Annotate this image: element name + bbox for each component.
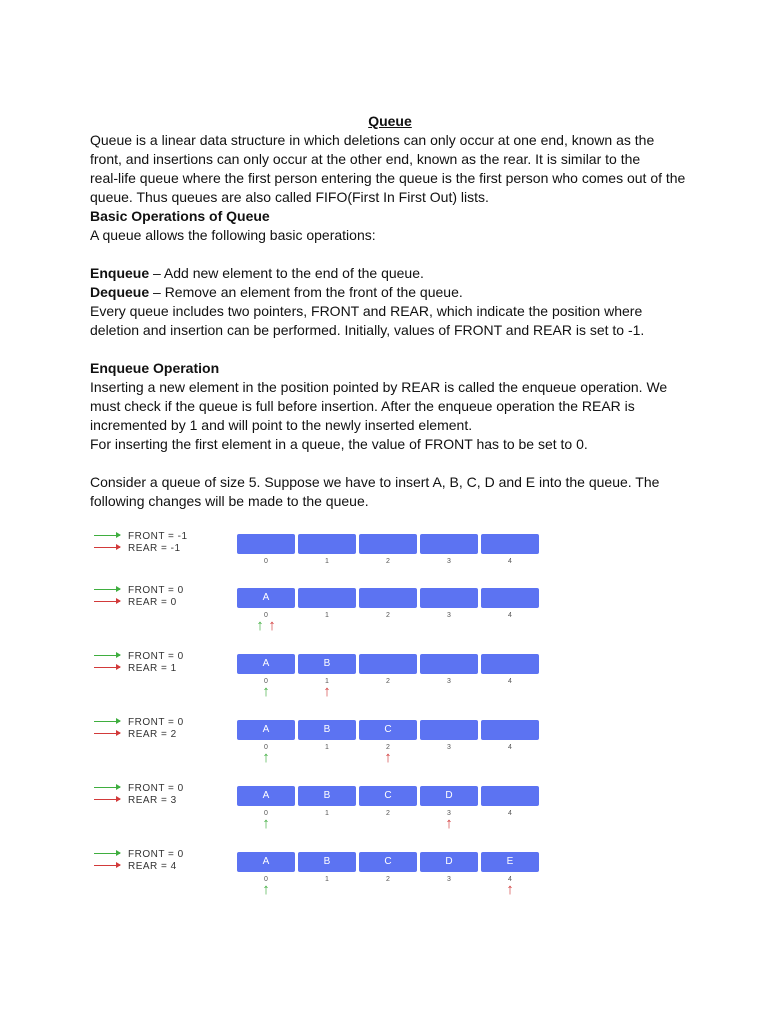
rear-value: REAR = 2 [128,729,177,740]
cell-index: 0 [264,744,268,751]
front-label [94,717,184,728]
queue-cell: C [359,720,417,740]
cell-index: 3 [447,744,451,751]
basic-ops-heading: Basic Operations of Queue [90,208,270,224]
cell-index: 0 [264,810,268,817]
rear-label [94,861,177,872]
cell-index: 3 [447,612,451,619]
queue-cell [359,654,417,674]
queue-cell [298,534,356,554]
red-arrow-icon [94,733,120,734]
consider-line-2: following changes will be made to the queue. [90,493,369,509]
queue-array [237,720,540,766]
queue-step [94,651,544,701]
cell-index: 0 [264,558,268,565]
cell-index: 1 [325,744,329,751]
queue-step [94,717,544,767]
dequeue-definition [90,283,690,302]
rear-value: REAR = 3 [128,795,177,806]
red-arrow-icon [94,667,120,668]
cell-index: 4 [508,678,512,685]
queue-step [94,849,544,899]
queue-array [237,534,540,565]
cell-index: 1 [325,810,329,817]
queue-cell: B [298,786,356,806]
consider-line-1: Consider a queue of size 5. Suppose we have to insert A, B, C, D and E into the queue. The [90,474,660,490]
cell-index: 2 [386,678,390,685]
front-value: FRONT = 0 [128,849,184,860]
cell-index: 4 [508,876,512,883]
queue-diagram [94,525,544,898]
front-label [94,531,188,542]
rear-value: REAR = 0 [128,597,177,608]
cell-index: 0 [264,678,268,685]
page-title: Queue [368,113,412,129]
dequeue-desc: – Remove an element from the front of the queue. [149,284,463,300]
front-label [94,651,184,662]
cell-index: 2 [386,876,390,883]
rear-label [94,663,177,674]
queue-cell [420,654,478,674]
cell-index: 2 [386,810,390,817]
queue-array [237,852,540,898]
rear-pointer-arrow-icon: ↑ [445,815,453,832]
rear-pointer-arrow-icon: ↑ [384,749,392,766]
queue-cell: B [298,654,356,674]
enqueue-desc: – Add new element to the end of the queue. [149,265,424,281]
queue-cell [420,534,478,554]
cell-index: 1 [325,678,329,685]
queue-step [94,585,544,635]
cell-index: 4 [508,744,512,751]
spacer [90,245,690,264]
pointers-line-1: Every queue includes two pointers, FRONT and REAR, which indicate the position where [90,303,643,319]
cell-index: 1 [325,558,329,565]
rear-value: REAR = 4 [128,861,177,872]
dequeue-term: Dequeue [90,284,150,300]
cell-index: 2 [386,612,390,619]
rear-value: REAR = 1 [128,663,177,674]
cell-index: 0 [264,876,268,883]
red-arrow-icon [94,799,120,800]
rear-label [94,543,181,554]
green-arrow-icon [94,787,120,788]
front-label [94,585,184,596]
enqueue-op-line-2: must check if the queue is full before insertion. After the enqueue operation the REAR is [90,398,635,414]
queue-cell [481,654,539,674]
front-pointer-arrow-icon: ↑ [262,881,270,898]
queue-cell: A [237,720,295,740]
basic-ops-intro: A queue allows the following basic operations: [90,227,376,243]
front-label [94,849,184,860]
queue-cell: D [420,852,478,872]
cell-index: 1 [325,612,329,619]
enqueue-op-line-3: incremented by 1 and will point to the newly inserted element. [90,417,473,433]
front-pointer-arrow-icon: ↑ [262,815,270,832]
queue-cell [481,786,539,806]
cell-index: 3 [447,678,451,685]
cell-index: 4 [508,810,512,817]
cell-index: 0 [264,612,268,619]
queue-cell [359,534,417,554]
queue-cell: A [237,786,295,806]
queue-cell [481,588,539,608]
cell-index: 3 [447,876,451,883]
spacer [90,454,690,473]
pointers-line-2: deletion and insertion can be performed. Initially, values of FRONT and REAR is set to -1. [90,322,645,338]
front-pointer-arrow-icon: ↑ [262,749,270,766]
enqueue-definition [90,264,690,283]
queue-cell [481,720,539,740]
rear-pointer-arrow-icon: ↑ [323,683,331,700]
cell-index: 4 [508,612,512,619]
front-pointer-arrow-icon: ↑ [262,683,270,700]
rear-label [94,729,177,740]
front-label [94,783,184,794]
cell-index: 3 [447,558,451,565]
front-value: FRONT = 0 [128,585,184,596]
queue-cell [481,534,539,554]
green-arrow-icon [94,853,120,854]
front-pointer-arrow-icon: ↑ [256,617,264,634]
green-arrow-icon [94,721,120,722]
queue-array [237,786,540,832]
enqueue-op-heading: Enqueue Operation [90,360,220,376]
red-arrow-icon [94,601,120,602]
queue-cell: A [237,654,295,674]
green-arrow-icon [94,655,120,656]
queue-cell: B [298,852,356,872]
queue-cell: E [481,852,539,872]
intro-line-3: real-life queue where the first person entering the queue is the first person who comes out of the [90,170,686,186]
front-value: FRONT = -1 [128,531,188,542]
cell-index: 1 [325,876,329,883]
queue-cell: B [298,720,356,740]
enqueue-term: Enqueue [90,265,150,281]
spacer [90,340,690,359]
queue-cell: D [420,786,478,806]
queue-array [237,588,540,634]
rear-value: REAR = -1 [128,543,181,554]
enqueue-op-line-1: Inserting a new element in the position pointed by REAR is called the enqueue operation. We [90,379,668,395]
cell-index: 4 [508,558,512,565]
rear-pointer-arrow-icon: ↑ [506,881,514,898]
red-arrow-icon [94,547,120,548]
queue-cell: A [237,852,295,872]
queue-cell: C [359,786,417,806]
rear-label [94,597,177,608]
queue-array [237,654,540,700]
document-body [90,112,690,511]
queue-cell [359,588,417,608]
intro-line-2: front, and insertions can only occur at the other end, known as the rear. It is similar to the [90,151,641,167]
queue-cell [420,588,478,608]
rear-label [94,795,177,806]
enqueue-op-line-4: For inserting the first element in a queue, the value of FRONT has to be set to 0. [90,436,588,452]
queue-step [94,531,544,581]
green-arrow-icon [94,535,120,536]
queue-cell [298,588,356,608]
cell-index: 2 [386,558,390,565]
front-value: FRONT = 0 [128,783,184,794]
green-arrow-icon [94,589,120,590]
red-arrow-icon [94,865,120,866]
intro-line-1: Queue is a linear data structure in which deletions can only occur at one end, known as the [90,132,655,148]
queue-step [94,783,544,833]
cell-index: 3 [447,810,451,817]
queue-cell [237,534,295,554]
cell-index: 2 [386,744,390,751]
front-value: FRONT = 0 [128,651,184,662]
queue-cell: A [237,588,295,608]
front-value: FRONT = 0 [128,717,184,728]
queue-cell [420,720,478,740]
intro-line-4: queue. Thus queues are also called FIFO(First In First Out) lists. [90,189,489,205]
queue-cell: C [359,852,417,872]
rear-pointer-arrow-icon: ↑ [268,617,276,634]
